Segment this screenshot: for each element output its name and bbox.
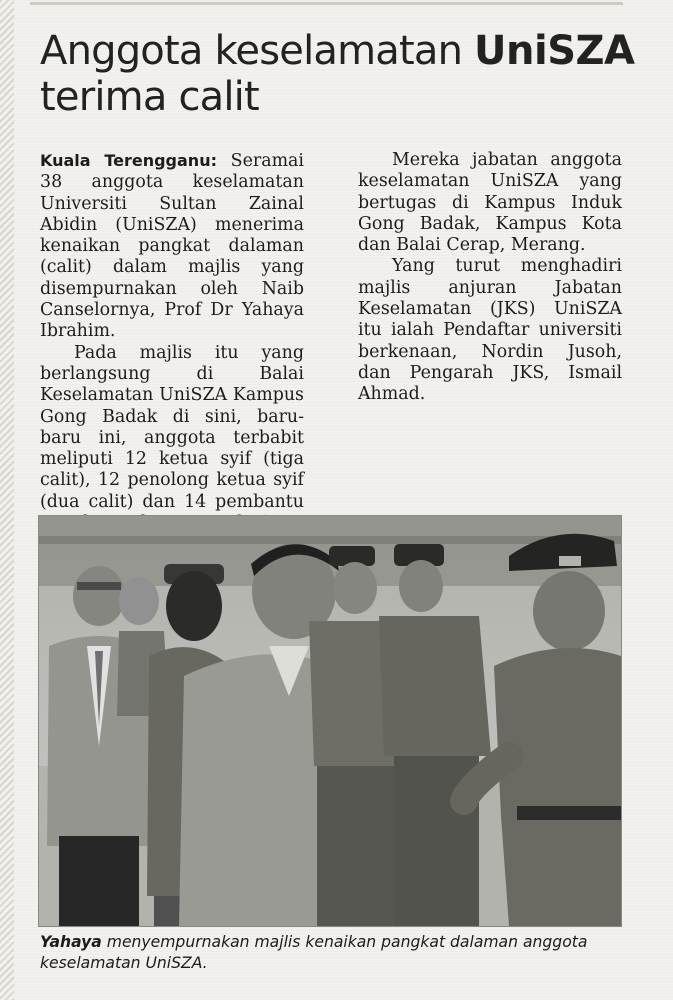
dateline: Kuala Terengganu:	[40, 151, 217, 170]
photo-caption	[40, 932, 640, 974]
top-rule	[30, 2, 623, 5]
paragraph-4: Yang turut menghadiri majlis anjuran Jabatan Keselamatan (JKS) UniSZA itu ialah Pendaftar universiti berkenaan, Nordin Jusoh, dan Pengarah JKS, Ismail Ahmad.	[358, 256, 622, 405]
caption-text: menyempurnakan majlis kenaikan pangkat dalaman anggota keselamatan UniSZA.	[40, 933, 588, 972]
caption-name: Yahaya	[40, 933, 102, 951]
headline-bold: UniSZA	[474, 28, 635, 74]
article-column-right	[358, 150, 622, 406]
page-edge-shading	[0, 0, 14, 1000]
headline	[40, 28, 640, 120]
article-column-left	[40, 150, 304, 556]
paragraph-1-text: Seramai 38 anggota keselamatan Universiti Sultan Zainal Abidin (UniSZA) menerima kenaikan pangkat dalaman (calit) dalam majlis yang disempurnakan oleh Naib Canselornya, Prof Dr Yahaya Ibrahim.	[40, 151, 304, 342]
paragraph-3: Mereka jabatan anggota keselamatan UniSZA yang bertugas di Kampus Induk Gong Badak, Kampus Kota dan Balai Cerap, Merang.	[358, 150, 622, 256]
paragraph-1	[40, 150, 304, 343]
paragraph-2: Pada majlis itu yang berlangsung di Balai Keselamatan UniSZA Kampus Gong Badak di sini, baru-baru ini, anggota terbabit meliputi 12 ketua syif (tiga calit), 12 penolong ketua syif (dua calit) dan 14 pembantu	[40, 342, 304, 512]
headline-part1: Anggota keselamatan	[40, 28, 475, 74]
headline-part2: terima calit	[40, 74, 259, 120]
news-photo	[38, 515, 622, 927]
